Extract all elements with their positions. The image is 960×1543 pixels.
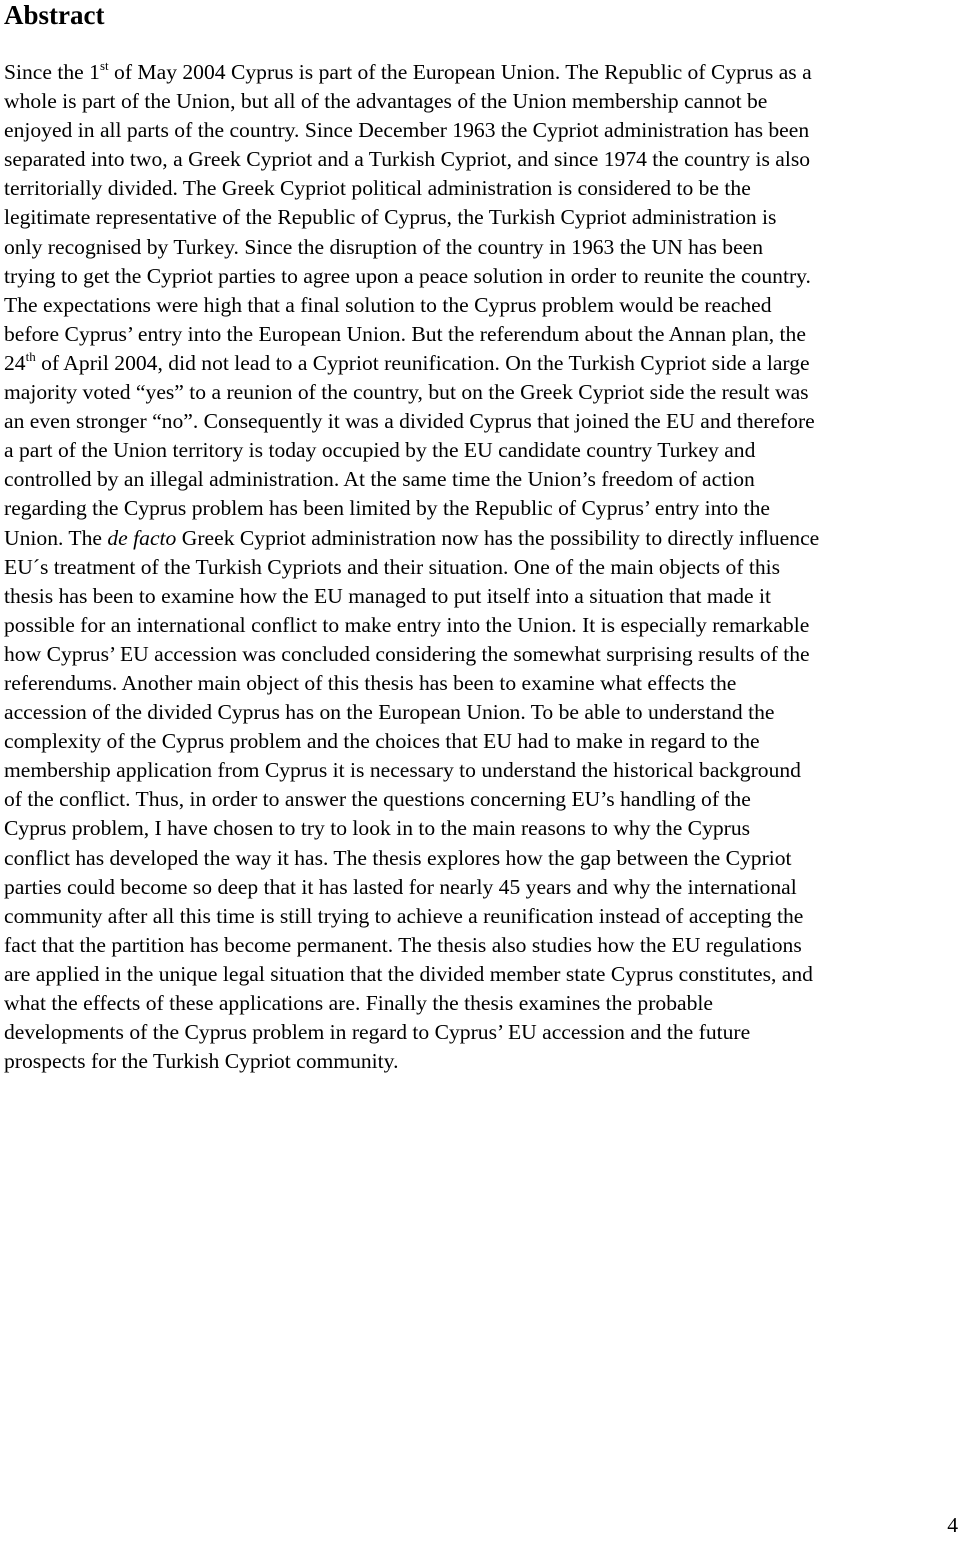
abstract-line: [4, 494, 960, 523]
abstract-line: [4, 873, 960, 902]
abstract-line: [4, 1047, 960, 1076]
line-text: of the conflict. Thus, in order to answer the questions concerning EU’s handling of the: [4, 787, 751, 812]
abstract-line: [4, 814, 960, 843]
line-text: Since the 1: [4, 60, 100, 84]
abstract-line: [4, 553, 960, 582]
abstract-line: [4, 582, 960, 611]
line-text: are applied in the unique legal situation that the divided member state Cyprus constitutes, and: [4, 961, 813, 986]
abstract-line: [4, 989, 960, 1018]
abstract-line: [4, 378, 960, 407]
line-text: membership application from Cyprus it is necessary to understand the historical background: [4, 758, 801, 783]
abstract-line: [4, 669, 960, 698]
abstract-line: [4, 931, 960, 960]
abstract-line: [4, 203, 960, 232]
abstract-line: [4, 233, 960, 262]
line-text: EU´s treatment of the Turkish Cypriots and their situation. One of the main objects of this: [4, 554, 781, 579]
abstract-line: [4, 174, 960, 203]
line-text: accession of the divided Cyprus has on the European Union. To be able to understand the: [4, 700, 775, 725]
line-text: thesis has been to examine how the EU managed to put itself into a situation that made it: [4, 583, 771, 608]
abstract-line: [4, 116, 960, 145]
line-text: a part of the Union territory is today occupied by the EU candidate country Turkey and: [4, 438, 756, 463]
abstract-body: [4, 58, 960, 1076]
abstract-line: [4, 785, 960, 814]
line-text: fact that the partition has become permanent. The thesis also studies how the EU regulations: [4, 932, 802, 957]
abstract-line: [4, 640, 960, 669]
abstract-line: [4, 960, 960, 989]
line-text: what the effects of these applications are. Finally the thesis examines the probable: [4, 991, 713, 1015]
line-text: whole is part of the Union, but all of the advantages of the Union membership cannot be: [4, 89, 768, 114]
abstract-line: [4, 87, 960, 116]
line-text: trying to get the Cypriot parties to agree upon a peace solution in order to reunite the country.: [4, 263, 811, 288]
page-number: 4: [947, 1513, 958, 1537]
line-text: separated into two, a Greek Cypriot and a Turkish Cypriot, and since 1974 the country is also: [4, 147, 811, 172]
line-text: Greek Cypriot administration now has the possibility to directly influence: [176, 525, 820, 550]
abstract-line: [4, 58, 960, 87]
line-text: only recognised by Turkey. Since the disruption of the country in 1963 the UN has been: [4, 234, 764, 259]
line-text: controlled by an illegal administration. At the same time the Union’s freedom of action: [4, 467, 755, 492]
line-text: 24: [4, 350, 26, 375]
abstract-line: [4, 524, 960, 553]
abstract-line: [4, 756, 960, 785]
line-text: before Cyprus’ entry into the European Union. But the referendum about the Annan plan, the: [4, 321, 806, 346]
abstract-line: [4, 349, 960, 378]
ordinal-suffix: st: [99, 58, 109, 73]
abstract-line: [4, 320, 960, 349]
ordinal-suffix: th: [25, 348, 36, 364]
line-text: Union. The: [4, 525, 108, 550]
line-text: legitimate representative of the Republic of Cyprus, the Turkish Cypriot administration is: [4, 205, 777, 230]
line-text: how Cyprus’ EU accession was concluded considering the somewhat surprising results of the: [4, 641, 810, 666]
abstract-line: [4, 727, 960, 756]
line-text: conflict has developed the way it has. The thesis explores how the gap between the Cypriot: [4, 845, 792, 870]
abstract-line: [4, 844, 960, 873]
abstract-line: [4, 465, 960, 494]
line-text: enjoyed in all parts of the country. Since December 1963 the Cypriot administration has been: [4, 118, 810, 143]
line-text: referendums. Another main object of this thesis has been to examine what effects the: [4, 670, 737, 695]
abstract-line: [4, 145, 960, 174]
line-text: prospects for the Turkish Cypriot community.: [4, 1049, 399, 1074]
line-text: of May 2004 Cyprus is part of the European Union. The Republic of Cyprus as a: [108, 60, 812, 84]
abstract-heading: Abstract: [4, 0, 105, 30]
line-text: majority voted “yes” to a reunion of the country, but on the Greek Cypriot side the result was: [4, 380, 809, 405]
line-text: an even stronger “no”. Consequently it was a divided Cyprus that joined the EU and therefore: [4, 409, 815, 434]
line-text: of April 2004, did not lead to a Cypriot reunification. On the Turkish Cypriot side a large: [35, 350, 810, 375]
line-text: possible for an international conflict to make entry into the Union. It is especially remarkable: [4, 612, 810, 637]
line-text: parties could become so deep that it has lasted for nearly 45 years and why the international: [4, 874, 797, 899]
abstract-line: [4, 407, 960, 436]
line-text: territorially divided. The Greek Cypriot political administration is considered to be the: [4, 176, 751, 201]
line-text: developments of the Cyprus problem in regard to Cyprus’ EU accession and the future: [4, 1020, 751, 1045]
italic-phrase: de facto: [107, 525, 177, 550]
abstract-line: [4, 1018, 960, 1047]
abstract-line: [4, 262, 960, 291]
line-text: community after all this time is still trying to achieve a reunification instead of accepting the: [4, 903, 804, 928]
abstract-line: [4, 611, 960, 640]
abstract-line: [4, 698, 960, 727]
abstract-line: [4, 291, 960, 320]
abstract-line: [4, 902, 960, 931]
abstract-line: [4, 436, 960, 465]
line-text: Cyprus problem, I have chosen to try to look in to the main reasons to why the Cyprus: [4, 816, 751, 841]
line-text: regarding the Cyprus problem has been limited by the Republic of Cyprus’ entry into the: [4, 496, 771, 521]
line-text: The expectations were high that a final solution to the Cyprus problem would be reached: [4, 292, 772, 317]
line-text: complexity of the Cyprus problem and the choices that EU had to make in regard to the: [4, 729, 760, 754]
